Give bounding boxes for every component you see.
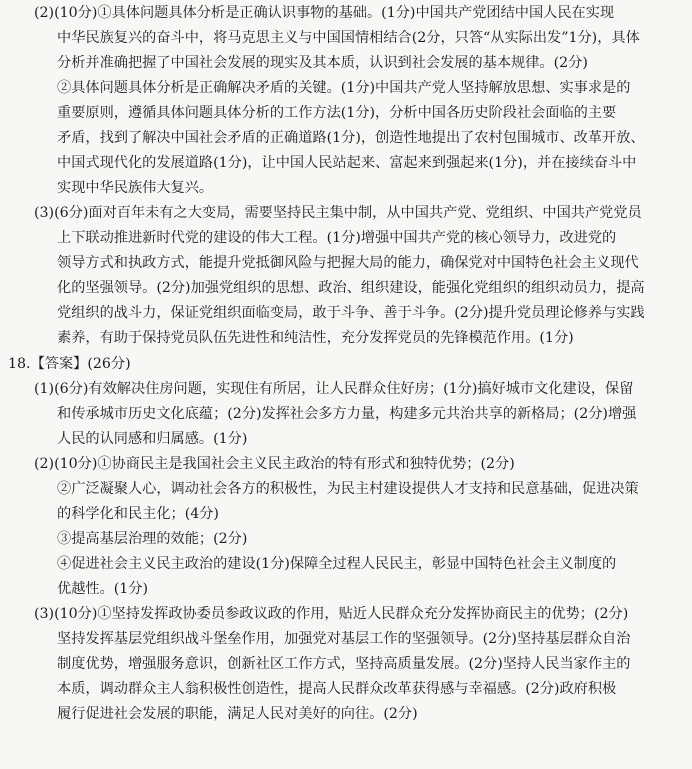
q2-line-1: (2)(10分)①具体问题具体分析是正确认识事物的基础。(1分)中国共产党团结中国人民在实现 [34,5,615,21]
q18-3-line-4: 本质，调动群众主人翁积极性创造性，提高人民群众改革获得感与幸福感。(2分)政府积极 [57,681,617,697]
q2-line-6: 矛盾，找到了解决中国社会矛盾的正确道路(1分)，创造性地提出了农村包围城市、改革开放、 [57,130,645,146]
q2-line-2: 中华民族复兴的奋斗中，将马克思主义与中国国情相结合(2分，只答“从实际出发”1分)，具体 [57,30,640,46]
q18-2-line-5: ④促进社会主义民主政治的建设(1分)保障全过程人民民主，彰显中国特色社会主义制度的 [57,556,617,572]
q18-answer-heading: 18.【答案】(26分) [8,356,131,372]
q18-3-line-1: (3)(10分)①坚持发挥政协委员参政议政的作用，贴近人民群众充分发挥协商民主的优势；(2分) [34,606,629,622]
q3-line-3: 领导方式和执政方式，能提升党抵御风险与把握大局的能力，确保党对中国特色社会主义现代 [57,255,639,271]
q2-line-8: 实现中华民族伟大复兴。 [57,180,214,196]
q18-2-line-4: ③提高基层治理的效能；(2分) [57,531,248,547]
q18-2-line-1: (2)(10分)①协商民主是我国社会主义民主政治的特有形式和独特优势；(2分) [34,456,515,472]
q2-line-7: 中国式现代化的发展道路(1分)，让中国人民站起来、富起来到强起来(1分)，并在接续奋斗中 [57,155,637,171]
q18-3-line-5: 履行促进社会发展的职能，满足人民对美好的向往。(2分) [57,706,418,722]
q2-line-4: ②具体问题具体分析是正确解决矛盾的关键。(1分)中国共产党人坚持解放思想、实事求是的 [57,80,631,96]
q2-line-3: 分析并准确把握了中国社会发展的现实及其本质，认识到社会发展的基本规律。(2分) [57,55,588,71]
q18-3-line-2: 坚持发挥基层党组织战斗堡垒作用，加强党对基层工作的坚强领导。(2分)坚持基层群众自治 [57,631,631,647]
q18-1-line-2: 和传承城市历史文化底蕴；(2分)发挥社会多方力量，构建多元共治共享的新格局；(2分)增强 [57,406,637,422]
q2-line-5: 重要原则，遵循具体问题具体分析的工作方法(1分)，分析中国各历史阶段社会面临的主要 [57,105,617,121]
q18-3-line-3: 制度优势，增强服务意识，创新社区工作方式，坚持高质量发展。(2分)坚持人民当家作主的 [57,656,631,672]
q3-line-1: (3)(6分)面对百年未有之大变局，需要坚持民主集中制，从中国共产党、党组织、中国共产党党员 [34,205,642,221]
q18-1-line-3: 人民的认同感和归属感。(1分) [57,431,248,447]
q3-line-4: 化的坚强领导。(2分)加强党组织的思想、政治、组织建设，能强化党组织的组织动员力，提高 [57,280,645,296]
q18-2-line-2: ②广泛凝聚人心，调动社会各方的积极性，为民主村建设提供人才支持和民意基础，促进决策 [57,481,639,497]
q3-line-2: 上下联动推进新时代党的建设的伟大工程。(1分)增强中国共产党的核心领导力，改进党的 [57,230,617,246]
q18-1-line-1: (1)(6分)有效解决住房问题，实现住有所居，让人民群众住好房；(1分)搞好城市文化建设，保留 [34,381,634,397]
q18-2-line-6: 优越性。(1分) [57,581,149,597]
q3-line-6: 素养，有助于保持党员队伍先进性和纯洁性，充分发挥党员的先锋模范作用。(1分) [57,330,574,346]
q3-line-5: 党组织的战斗力，保证党组织面临变局，敢于斗争、善于斗争。(2分)提升党员理论修养与实践 [57,305,645,321]
q18-2-line-3: 的科学化和民主化；(4分) [57,506,219,522]
